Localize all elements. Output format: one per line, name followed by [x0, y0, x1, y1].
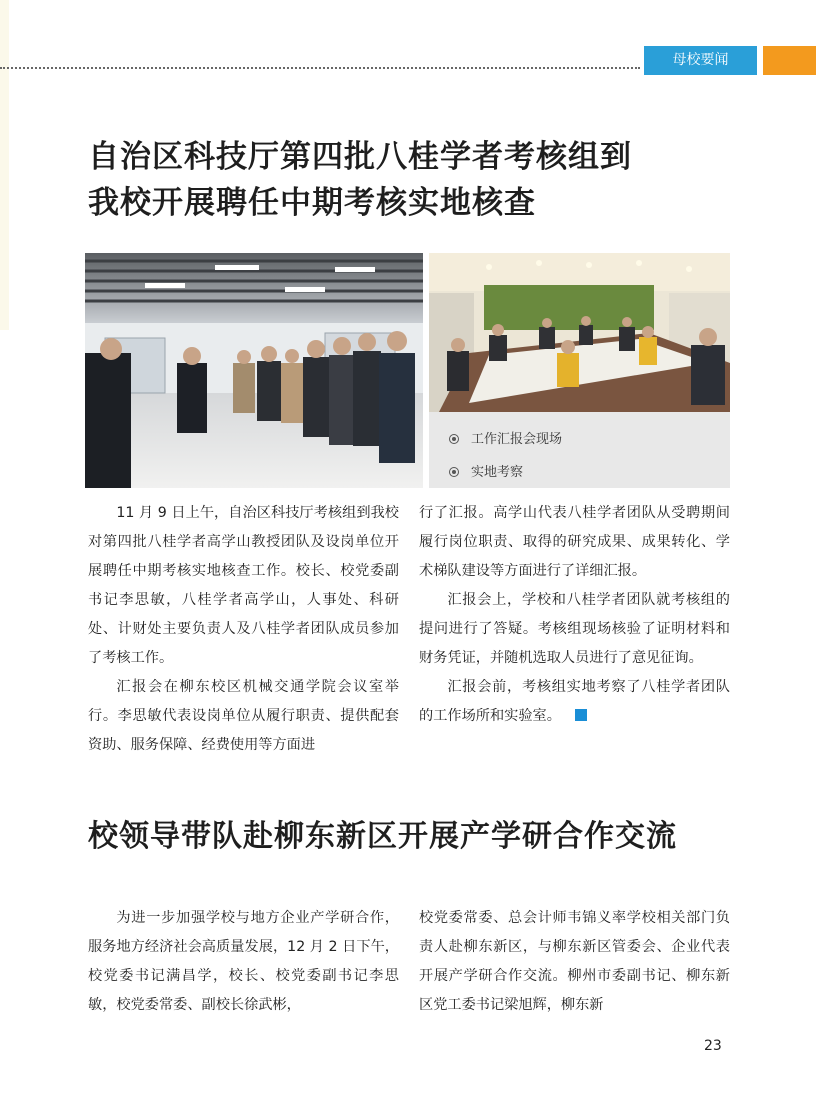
article2-title: 校领导带队赴柳东新区开展产学研合作交流	[88, 819, 677, 854]
page-number: 23	[704, 1038, 722, 1054]
article1-title-line1: 自治区科技厅第四批八桂学者考核组到	[88, 139, 632, 175]
end-of-article-icon	[575, 709, 587, 721]
article2-column-left	[88, 904, 399, 1020]
header-dotted-rule	[0, 67, 640, 69]
circle-bullet-icon	[449, 467, 459, 477]
article1-column-left	[88, 499, 399, 760]
body-paragraph: 11 月 9 日上午，自治区科技厅考核组到我校对第四批八桂学者高学山教授团队及设岗单位开展聘任中期考核实地核查工作。校长、校党委副书记李思敏，八桂学者高学山，人事处、科研处、计财处主要负责人及八桂学者团队成员参加了考核工作。	[88, 505, 399, 666]
body-paragraph: 为进一步加强学校与地方企业产学研合作，服务地方经济社会高质量发展，12 月 2 日下午，校党委书记满昌学，校长、校党委副书记李思敏，校党委常委、副校长徐武彬，	[88, 910, 399, 1013]
report-meeting-photo	[429, 253, 730, 412]
section-tag: 母校要闻	[644, 46, 757, 75]
body-paragraph: 汇报会上，学校和八桂学者团队就考核组的提问进行了答疑。考核组现场核验了证明材料和财务凭证，并随机选取人员进行了意见征询。	[419, 592, 730, 666]
section-tag-accent	[763, 46, 816, 75]
circle-bullet-icon	[449, 434, 459, 444]
caption-text: 工作汇报会现场	[471, 432, 563, 447]
article1-title	[88, 134, 632, 226]
article1-title-line2: 我校开展聘任中期考核实地核查	[88, 185, 536, 221]
body-paragraph	[419, 673, 730, 731]
body-paragraph: 校党委常委、总会计师韦锦义率学校相关部门负责人赴柳东新区，与柳东新区管委会、企业代表开展产学研合作交流。柳州市委副书记、柳东新区党工委书记梁旭辉，柳东新	[419, 910, 730, 1013]
article1-column-right	[419, 499, 730, 731]
caption-text: 实地考察	[471, 465, 524, 480]
photo-captions	[429, 412, 730, 488]
body-paragraph: 汇报会在柳东校区机械交通学院会议室举行。李思敏代表设岗单位从履行职责、提供配套资助、服务保障、经费使用等方面进	[88, 679, 399, 753]
body-text: 汇报会前，考核组实地考察了八桂学者团队的工作场所和实验室。	[419, 679, 730, 724]
article2-column-right	[419, 904, 730, 1020]
caption-item	[449, 428, 562, 447]
page-edge-strip	[0, 0, 9, 330]
site-inspection-photo	[85, 253, 423, 488]
body-paragraph: 行了汇报。高学山代表八桂学者团队从受聘期间履行岗位职责、取得的研究成果、成果转化、学术梯队建设等方面进行了详细汇报。	[419, 505, 730, 579]
caption-item	[449, 461, 523, 480]
